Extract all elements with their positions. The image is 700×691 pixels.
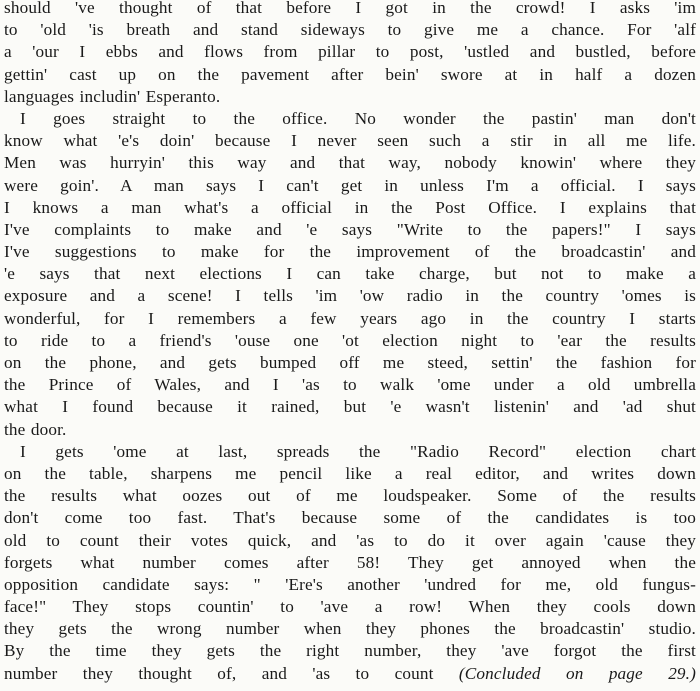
text-line: to ride to a friend's 'ouse one 'ot election night to 'ear the results bbox=[4, 330, 696, 350]
article-text bbox=[4, 0, 696, 685]
text-line: 'e says that next elections I can take charge, but not to make a bbox=[4, 264, 696, 284]
text-line: on the table, sharpens me pencil like a real editor, and writes down bbox=[4, 463, 696, 483]
text-line: face!" They stops countin' to 'ave a row! When they cools down bbox=[4, 597, 696, 617]
text-line: what I found because it rained, but 'e wasn't listenin' and 'ad shut bbox=[4, 397, 696, 417]
text-line: exposure and a scene! I tells 'im 'ow radio in the country 'omes is bbox=[4, 286, 696, 306]
text-line: don't come too fast. That's because some of the candidates is too bbox=[4, 508, 696, 528]
text-line: I've suggestions to make for the improvement of the broadcastin' and bbox=[4, 242, 696, 262]
continuation-note: (Concluded on page 29.) bbox=[458, 663, 696, 683]
text-line: I goes straight to the office. No wonder the pastin' man don't bbox=[20, 108, 696, 128]
text-line: were goin'. A man says I can't get in unless I'm a official. I says bbox=[4, 175, 696, 195]
text-line: to 'old 'is breath and stand sideways to give me a chance. For 'alf bbox=[4, 20, 696, 40]
text-line-final bbox=[4, 663, 696, 685]
text-line-final-start: number they thought of, and 'as to count bbox=[4, 663, 434, 683]
text-line: I knows a man what's a official in the Post Office. I explains that bbox=[4, 197, 696, 217]
text-line: languages includin' Esperanto. bbox=[4, 86, 221, 106]
text-line: the results what oozes out of me loudspeaker. Some of the results bbox=[4, 486, 696, 506]
text-line: the Prince of Wales, and I 'as to walk 'ome under a old umbrella bbox=[4, 375, 696, 395]
text-line: old to count their votes quick, and 'as to do it over again 'cause they bbox=[4, 530, 696, 550]
text-line: on the phone, and gets bumped off me steed, settin' the fashion for bbox=[4, 353, 696, 372]
text-line: the door. bbox=[4, 419, 67, 439]
text-line: I've complaints to make and 'e says "Write to the papers!" I says bbox=[4, 219, 696, 239]
text-line: opposition candidate says: " 'Ere's another 'undred for me, old fungus- bbox=[4, 574, 696, 594]
text-line: gettin' cast up on the pavement after bein' swore at in half a dozen bbox=[4, 64, 696, 84]
text-line: a 'our I ebbs and flows from pillar to post, 'ustled and bustled, before bbox=[4, 42, 696, 62]
text-line: forgets what number comes after 58! They get annoyed when the bbox=[4, 552, 696, 572]
text-line: should 've thought of that before I got in the crowd! I asks 'im bbox=[4, 0, 696, 17]
text-line: know what 'e's doin' because I never seen such a stir in all me life. bbox=[4, 131, 696, 151]
text-line: Men was hurryin' this way and that way, nobody knowin' where they bbox=[4, 153, 696, 173]
text-line: wonderful, for I remembers a few years ago in the country I starts bbox=[4, 308, 696, 328]
text-line: I gets 'ome at last, spreads the "Radio Record" election chart bbox=[20, 441, 696, 461]
text-line: By the time they gets the right number, they 'ave forgot the first bbox=[4, 641, 696, 661]
text-line: they gets the wrong number when they phones the broadcastin' studio. bbox=[4, 619, 696, 639]
